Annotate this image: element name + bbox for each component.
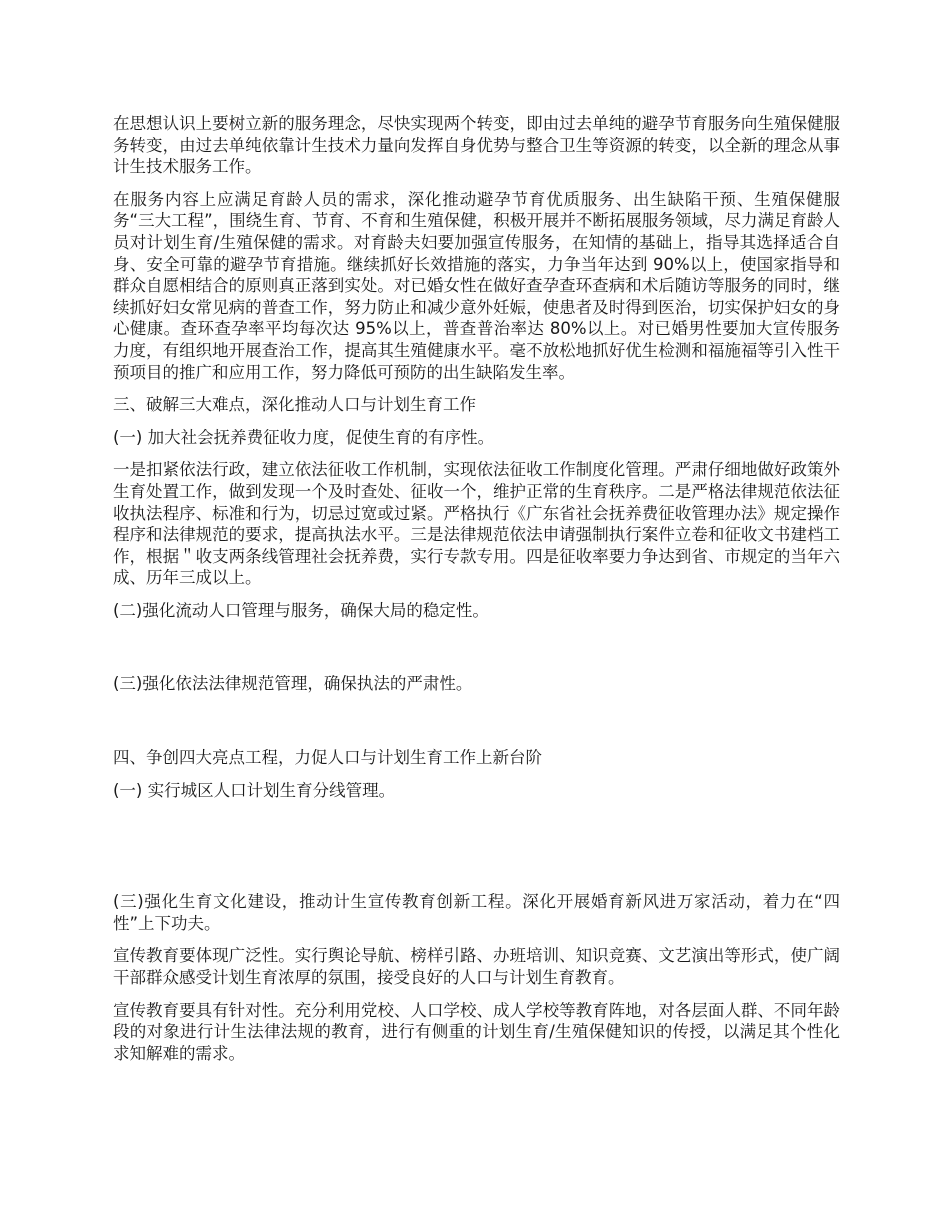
section-heading-three: 三、破解三大难点，深化推动人口与计划生育工作 bbox=[113, 395, 476, 415]
subheading-3-2: (二)强化流动人口管理与服务，确保大局的稳定性。 bbox=[113, 600, 489, 620]
section-heading-four: 四、争创四大亮点工程，力促人口与计划生育工作上新台阶 bbox=[113, 748, 542, 768]
paragraph-service-content: 在服务内容上应满足育龄人员的需求，深化推动避孕节育优质服务、出生缺陷干预、生殖保健服务“三大工程”，围绕生育、节育、不育和生殖保健，积极开展并不断拓展服务领域，尽力满足育龄人员对计划生育/生殖保健的需求。对育龄夫妇要加强宣传服务，在知情的基础上，指导其选择适合自身、安全可靠的避孕节育措施。继续抓好长效措施的落实，力争当年达到 90%以上，使国家指导和群众自愿相结合的原则真正落到实处。对已婚女性在做好查孕查环查病和术后随访等服务的同时，继续抓好妇女常见病的普查工作，努力防止和减少意外妊娠，使患者及时得到医治，切实保护妇女的身心健康。查环查孕率平均每次达 95%以上，普查普治率达 80%以上。对已婚男性要加大宣传服务力度，有组织地开展查治工作，提高其生殖健康水平。毫不放松地抓好优生检测和福施福等引入性干预项目的推广和应用工作，努力降低可预防的出生缺陷发生率。 bbox=[113, 189, 840, 382]
paragraph-fee-collection: 一是扣紧依法行政，建立依法征收工作机制，实现依法征收工作制度化管理。严肃仔细地做好政策外生育处置工作，做到发现一个及时查处、征收一个，维护正常的生育秩序。二是严格法律规范依法征收执法程序、标准和行为，切忌过宽或过紧。严格执行《广东省社会抚养费征收管理办法》规定操作程序和法律规范的要求，提高执法水平。三是法律规范依法申请强制执行案件立卷和征收文书建档工作，根据＂收支两条线管理社会抚养费，实行专款专用。四是征收率要力争达到省、市规定的当年六成、历年三成以上。 bbox=[113, 460, 840, 588]
paragraph-service-concept: 在思想认识上要树立新的服务理念，尽快实现两个转变，即由过去单纯的避孕节育服务向生殖保健服务转变，由过去单纯依靠计生技术力量向发挥自身优势与整合卫生等资源的转变，以全新的理念从事计生技术服务工作。 bbox=[113, 114, 840, 177]
subheading-4-1: (一) 实行城区人口计划生育分线管理。 bbox=[113, 780, 396, 800]
subheading-3-1: (一) 加大社会抚养费征收力度，促使生育的有序性。 bbox=[113, 427, 495, 447]
subheading-3-3: (三)强化依法法律规范管理，确保执法的严肃性。 bbox=[113, 674, 473, 694]
subheading-4-3: (三)强化生育文化建设，推动计生宣传教育创新工程。深化开展婚育新风进万家活动，着力在“四性”上下功夫。 bbox=[113, 892, 840, 933]
paragraph-broad-publicity: 宣传教育要体现广泛性。实行舆论导航、榜样引路、办班培训、知识竞赛、文艺演出等形式，使广阔干部群众感受计划生育浓厚的氛围，接受良好的人口与计划生育教育。 bbox=[113, 946, 840, 988]
document-body bbox=[113, 113, 840, 1075]
paragraph-targeted-publicity: 宣传教育要具有针对性。充分利用党校、人口学校、成人学校等教育阵地，对各层面人群、不同年龄段的对象进行计生法律法规的教育，进行有侧重的计划生育/生殖保健知识的传授，以满足其个性化求知解难的需求。 bbox=[113, 1000, 840, 1063]
